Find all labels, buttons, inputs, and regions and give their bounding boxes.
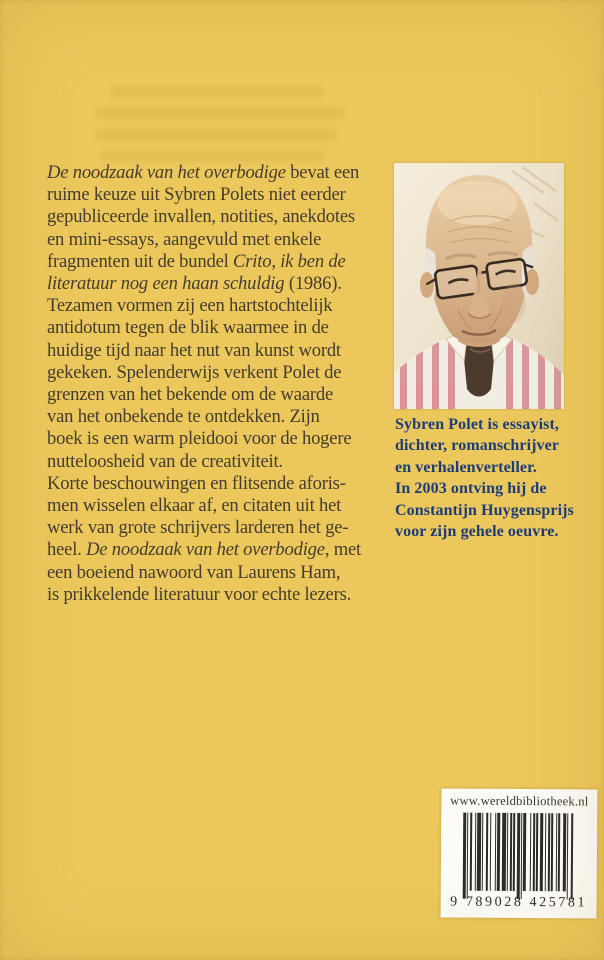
blurb-line: en mini-essays, aangevuld met enkele — [47, 228, 322, 250]
barcode-bar — [539, 813, 543, 891]
barcode — [441, 812, 598, 893]
blurb-line: men wisselen elkaar af, en citaten uit het — [47, 495, 342, 517]
publisher-website: www.wereldbibliotheek.nl — [450, 793, 589, 809]
barcode-bar — [558, 813, 560, 891]
blurb-line: fragmenten uit de bundel Crito, ik ben de — [47, 250, 346, 272]
barcode-bar — [502, 813, 506, 891]
barcode-bar — [517, 813, 520, 899]
barcode-bar — [521, 813, 523, 899]
barcode-bar — [544, 813, 546, 891]
blurb-line: boek is een warm pleidooi voor de hogere — [47, 428, 352, 450]
author-portrait-illustration — [394, 163, 564, 409]
barcode-bar — [529, 813, 531, 891]
blurb-line: van het onbekende te ontdekken. Zijn — [47, 406, 320, 428]
blurb-line: grenzen van het bekende om de waarde — [47, 384, 334, 406]
barcode-bar — [563, 813, 566, 891]
blurb-line: Korte beschouwingen en flitsende aforis- — [47, 472, 346, 494]
barcode-bar — [507, 813, 509, 891]
barcode-bar — [489, 813, 491, 891]
barcode-bar — [567, 813, 569, 899]
blurb-line: huidige tijd naar het nut van kunst wordt — [47, 339, 341, 361]
blurb-line: werk van grote schrijvers larderen het ge- — [47, 517, 349, 539]
isbn-number: 9 789028 425781 — [450, 894, 588, 911]
show-through-line — [110, 86, 325, 97]
show-through-line — [95, 108, 345, 119]
barcode-bar — [486, 813, 489, 891]
barcode-bar — [469, 813, 472, 891]
blurb-text — [47, 162, 361, 606]
author-bio-line: en verhalenverteller. — [395, 458, 537, 476]
barcode-bar — [509, 813, 512, 891]
blurb-line: nutteloosheid van de creativiteit. — [47, 450, 283, 472]
barcode-bar — [494, 813, 496, 891]
author-bio-line: Constantijn Huygensprijs — [395, 501, 574, 519]
author-bio-line: In 2003 ontving hij de — [395, 480, 547, 498]
blurb-line: De noodzaak van het overbodige bevat een — [47, 162, 360, 183]
show-through-line — [95, 129, 337, 140]
barcode-bar — [548, 813, 550, 891]
author-bio — [395, 414, 574, 542]
barcode-bar — [513, 813, 515, 891]
barcode-panel — [441, 788, 598, 918]
barcode-bar — [474, 813, 476, 891]
blurb-line: is prikkelende literatuur voor echte lezers. — [47, 583, 352, 605]
show-through-line — [100, 150, 325, 161]
blurb-line: een boeiend nawoord van Laurens Ham, — [47, 561, 341, 583]
barcode-bar — [533, 813, 535, 891]
blurb-line: gekeken. Spelenderwijs verkent Polet de — [47, 361, 342, 383]
barcode-bar — [536, 813, 539, 891]
author-bio-line: dichter, romanschrijver — [395, 437, 560, 455]
barcode-bar — [571, 813, 574, 899]
author-photo — [394, 163, 564, 409]
blurb-line: literatuur nog een haan schuldig (1986). — [47, 273, 342, 295]
author-bio-line: voor zijn gehele oeuvre. — [395, 523, 559, 541]
barcode-bar — [477, 813, 481, 891]
barcode-bar — [497, 813, 500, 891]
barcode-bar — [467, 813, 469, 899]
barcode-bar — [482, 813, 484, 891]
blurb-line: antidotum tegen de blik waarmee in de — [47, 317, 329, 339]
barcode-bar — [551, 813, 554, 891]
barcode-bar — [463, 813, 466, 899]
blurb-line: gepubliceerde invallen, notities, anekdotes — [47, 206, 355, 228]
blurb-line: ruime keuze uit Sybren Polets niet eerder — [47, 184, 346, 206]
blurb-line: Tezamen vormen zij een hartstochtelijk — [47, 295, 333, 317]
author-bio-line: Sybren Polet is essayist, — [395, 416, 559, 433]
blurb-line: heel. De noodzaak van het overbodige, met — [47, 539, 362, 561]
barcode-bar — [556, 813, 558, 891]
barcode-bar — [523, 813, 526, 891]
